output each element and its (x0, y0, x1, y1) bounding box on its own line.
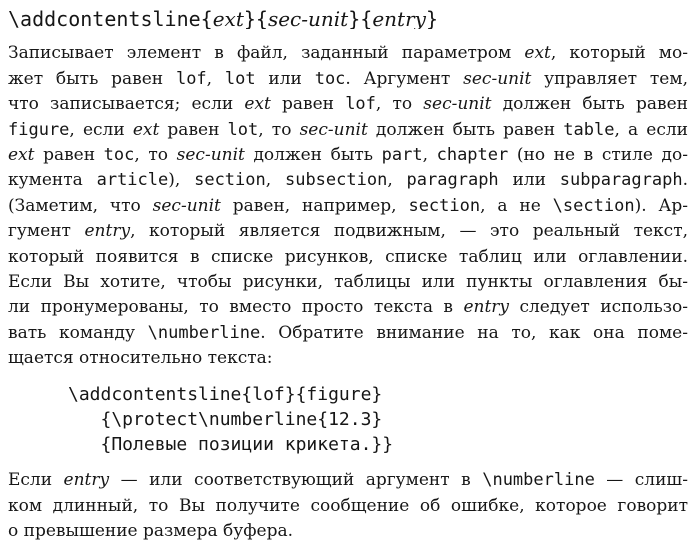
text-run: или (255, 68, 315, 89)
text-run: управляет тем, (531, 68, 688, 89)
text-line (8, 321, 688, 346)
text-run: , (387, 170, 407, 191)
inline-code: lot (224, 68, 256, 89)
text-run: ), (168, 170, 195, 191)
text-line (8, 168, 688, 193)
inline-code: toc (103, 144, 135, 165)
text-run: . (682, 170, 688, 191)
text-run: равен (270, 94, 346, 115)
text-run: должен быть равен (367, 119, 564, 140)
inline-code: }{ (348, 7, 373, 30)
argument-name: entry (63, 470, 110, 491)
text-run: , который мо- (550, 43, 688, 64)
command-syntax-heading (8, 4, 688, 29)
text-run: который появится в списке рисунков, списке таблиц или оглавлении. (8, 246, 688, 267)
text-line (8, 41, 688, 66)
text-run: . Обратите внимание на то, как она поме- (260, 322, 688, 343)
argument-name: entry (463, 297, 510, 318)
text-line (8, 143, 688, 168)
argument-name: sec-unit (176, 144, 245, 165)
text-run: вать команду (8, 322, 148, 343)
text-run: или (498, 170, 560, 191)
text-run: щается относительно текста: (8, 348, 273, 369)
code-line: \addcontentsline{lof}{figure} (68, 384, 383, 406)
inline-code: figure (8, 119, 70, 140)
text-line (8, 519, 688, 544)
inline-code: \numberline (147, 322, 261, 343)
inline-code: subparagraph (559, 170, 683, 191)
argument-name: sec-unit (423, 94, 492, 115)
latex-code-example (68, 382, 688, 457)
text-run: , то (258, 119, 300, 140)
text-run: следует использо- (509, 297, 688, 318)
inline-code: paragraph (406, 170, 499, 191)
text-run: , то (375, 94, 424, 115)
inline-code: table (563, 119, 615, 140)
text-run: — или соответствующий аргумент в (109, 470, 483, 491)
inline-code: toc (314, 68, 346, 89)
argument-name: ext (8, 144, 35, 165)
text-run: кумента (8, 170, 97, 191)
inline-code: } (425, 7, 438, 30)
text-run: гумент (8, 221, 85, 242)
text-run: , а не (480, 195, 553, 216)
text-run: — слиш- (594, 470, 688, 491)
argument-name: ext (212, 7, 244, 30)
text-line (8, 346, 688, 371)
text-line (8, 295, 688, 320)
text-run: о превышение размера буфера. (8, 521, 294, 542)
inline-code: article (96, 170, 169, 191)
text-run: , то (134, 144, 177, 165)
description-paragraph (8, 41, 688, 371)
text-run: равен, например, (220, 195, 409, 216)
text-line (8, 245, 688, 270)
text-line (8, 270, 688, 295)
argument-name: sec-unit (463, 68, 532, 89)
inline-code: \numberline (482, 470, 595, 491)
code-line: {\protect\numberline{12.3} (68, 409, 383, 431)
inline-code: \addcontentsline{ (8, 7, 213, 30)
inline-code: section (408, 195, 481, 216)
argument-name: ext (524, 43, 551, 64)
text-line (8, 92, 688, 117)
text-line (8, 118, 688, 143)
text-run: (но не в стиле до- (508, 144, 688, 165)
text-line (8, 4, 688, 29)
text-run: , (265, 170, 285, 191)
text-run: , если (69, 119, 133, 140)
argument-name: sec-unit (299, 119, 368, 140)
underlined-argument: entry (372, 7, 426, 30)
inline-code: section (194, 170, 266, 191)
inline-code: }{ (243, 7, 268, 30)
text-run: , который является подвижным, — это реальный текст, (130, 221, 688, 242)
argument-name: ext (132, 119, 160, 140)
text-run: Если (8, 470, 64, 491)
text-run: должен быть равен (491, 94, 688, 115)
text-line (8, 219, 688, 244)
inline-code: lot (227, 119, 259, 140)
argument-name: entry (84, 221, 131, 242)
text-run: , (422, 144, 437, 165)
inline-code: part (381, 144, 423, 165)
text-run: должен быть (244, 144, 382, 165)
text-run: равен (159, 119, 228, 140)
argument-name: ext (244, 94, 271, 115)
inline-code: subsection (284, 170, 388, 191)
text-run: (Заметим, что (8, 195, 153, 216)
text-run: что записывается; если (8, 94, 245, 115)
text-run: Если Вы хотите, чтобы рисунки, таблицы или пункты оглавления бы- (8, 271, 688, 292)
inline-code: lof (345, 94, 376, 115)
text-line (8, 67, 688, 92)
argument-name: sec-unit (152, 195, 221, 216)
inline-code: chapter (436, 144, 509, 165)
inline-code: \section (552, 195, 635, 216)
code-line: {Полевые позиции крикета.}} (68, 434, 394, 456)
buffer-warning-paragraph (8, 468, 688, 544)
text-run: ли пронумерованы, то вместо просто текста в (8, 297, 464, 318)
text-line (8, 468, 688, 493)
inline-code: lof (175, 68, 207, 89)
text-run: Записывает элемент в файл, заданный параметром (8, 43, 525, 64)
text-run: жет быть равен (8, 68, 176, 89)
text-line (8, 194, 688, 219)
text-run: , (206, 68, 225, 89)
text-run: . Аргумент (345, 68, 464, 89)
text-run: ). Ар- (634, 195, 688, 216)
text-line (8, 494, 688, 519)
text-run: ком длинный, то Вы получите сообщение об ошибке, которое говорит (8, 495, 688, 516)
text-run: , а если (614, 119, 688, 140)
text-run: равен (34, 144, 104, 165)
argument-name: sec-unit (267, 7, 349, 30)
